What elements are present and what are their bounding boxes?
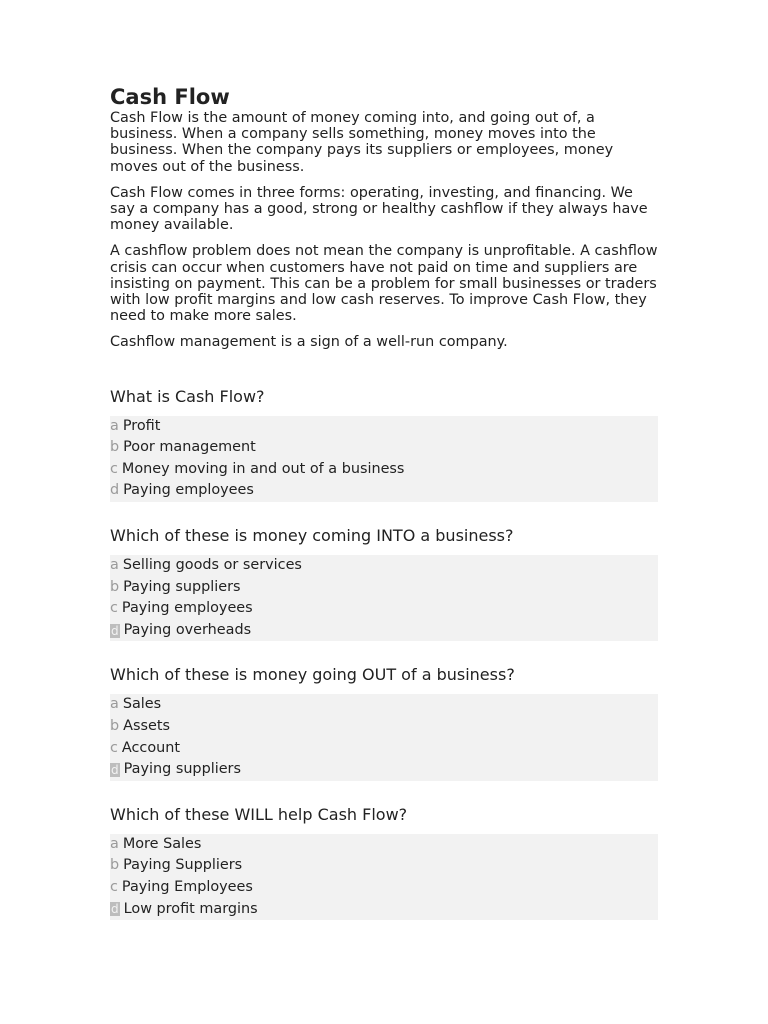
option-letter: c — [110, 739, 118, 756]
option-letter: c — [110, 460, 118, 477]
page-title: Cash Flow — [110, 85, 230, 109]
option-label: Paying employees — [121, 600, 253, 617]
option-letter: b — [110, 717, 120, 734]
answer-option[interactable] — [110, 759, 658, 781]
question-block-4 — [110, 805, 658, 920]
option-label: Paying Suppliers — [123, 857, 243, 874]
answer-option[interactable] — [110, 716, 658, 738]
option-letter: d — [111, 762, 119, 777]
option-label: Paying suppliers — [123, 761, 241, 778]
option-label: Account — [121, 739, 181, 756]
option-letter: b — [110, 578, 120, 595]
option-label: Selling goods or services — [122, 557, 302, 574]
answer-options — [110, 416, 658, 502]
option-label: Paying suppliers — [123, 578, 241, 595]
forms-paragraph: Cash Flow comes in three forms: operating, investing, and financing. We say a company has a good, strong or healthy cashflow if they always have money available. — [110, 184, 648, 234]
answer-option[interactable] — [110, 877, 658, 899]
question-text: What is Cash Flow? — [110, 386, 265, 406]
question-text: Which of these is money going OUT of a business? — [110, 665, 515, 685]
answer-option[interactable] — [110, 899, 658, 921]
option-letter: a — [110, 696, 119, 713]
answer-option[interactable] — [110, 577, 658, 599]
answer-option[interactable] — [110, 480, 658, 502]
option-letter: a — [110, 835, 119, 852]
option-letter: d — [111, 623, 119, 638]
option-label: Assets — [123, 717, 170, 734]
option-label: Paying Employees — [121, 878, 253, 895]
answer-option[interactable] — [110, 459, 658, 481]
option-letter: d — [111, 902, 119, 917]
option-letter: c — [110, 600, 118, 617]
document-page — [110, 84, 658, 920]
question-block-3 — [110, 665, 658, 780]
problem-paragraph: A cashflow problem does not mean the company is unprofitable. A cashflow crisis can occur when customers have not paid on time and suppliers are insisting on payment. This can be a problem for small businesses or traders with low profit margins and low cash reserves. To improve Cash Flow, they need to make more sales. — [110, 243, 658, 325]
intro-paragraph: Cash Flow is the amount of money coming into, and going out of, a business. When a company sells something, money moves into the business. When the company pays its suppliers or employees, money moves out of the business. — [110, 110, 614, 175]
question-text: Which of these is money coming INTO a business? — [110, 526, 514, 546]
answer-option[interactable] — [110, 620, 658, 642]
option-label: Low profit margins — [123, 900, 258, 917]
answer-option[interactable] — [110, 738, 658, 760]
option-letter: c — [110, 878, 118, 895]
answer-option[interactable] — [110, 416, 658, 438]
option-label: Profit — [122, 417, 161, 434]
answer-option[interactable] — [110, 855, 658, 877]
question-block-1 — [110, 387, 658, 502]
answer-option[interactable] — [110, 598, 658, 620]
option-label: Sales — [122, 696, 162, 713]
option-letter: a — [110, 557, 119, 574]
option-letter: b — [110, 439, 120, 456]
answer-option[interactable] — [110, 694, 658, 716]
question-text: Which of these WILL help Cash Flow? — [110, 804, 408, 824]
option-label: More Sales — [122, 835, 202, 852]
management-paragraph: Cashflow management is a sign of a well-run company. — [110, 334, 508, 351]
answer-options — [110, 834, 658, 920]
option-letter: a — [110, 417, 119, 434]
option-label: Poor management — [123, 439, 256, 456]
answer-option[interactable] — [110, 555, 658, 577]
answer-option[interactable] — [110, 834, 658, 856]
option-letter: d — [110, 482, 120, 499]
option-label: Paying overheads — [123, 621, 252, 638]
answer-options — [110, 694, 658, 780]
option-letter: b — [110, 857, 120, 874]
option-label: Money moving in and out of a business — [121, 460, 405, 477]
answer-options — [110, 555, 658, 641]
answer-option[interactable] — [110, 437, 658, 459]
option-label: Paying employees — [123, 482, 254, 499]
question-block-2 — [110, 526, 658, 641]
